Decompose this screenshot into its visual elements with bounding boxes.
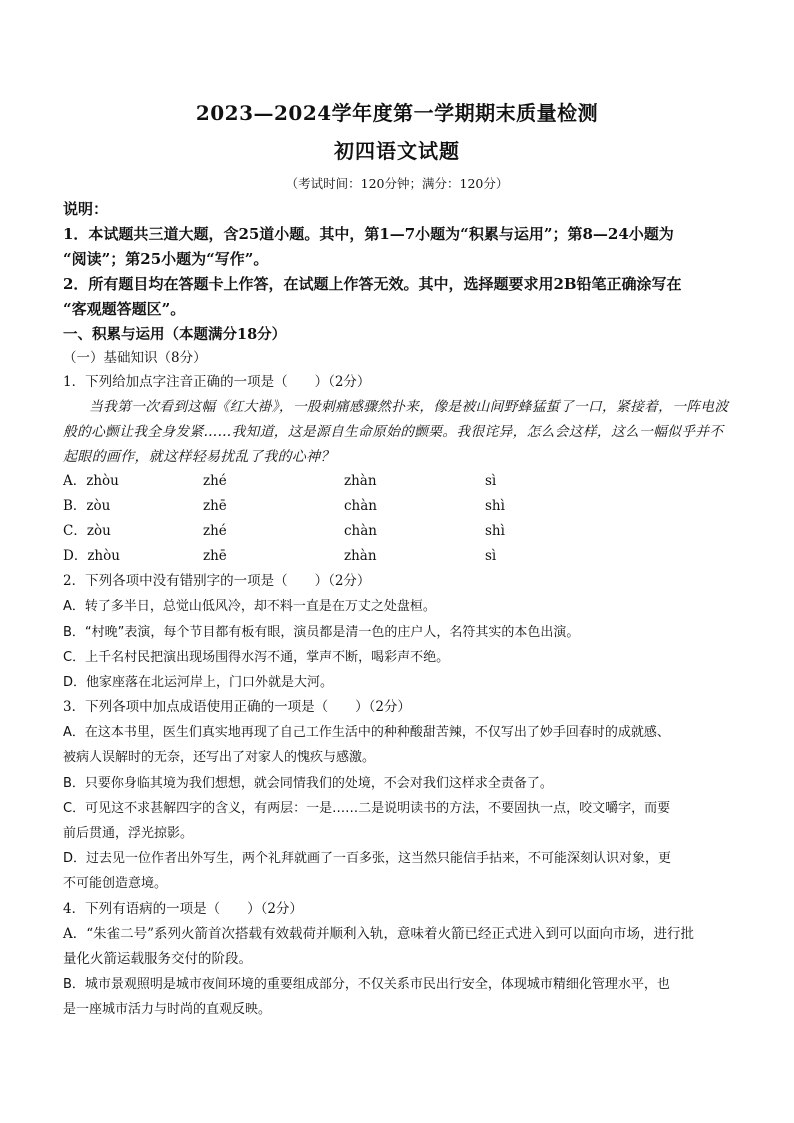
question-3-stem: 3．下列各项中加点成语使用正确的一项是（ ）（2分）	[63, 699, 411, 716]
question-1-option-d	[63, 544, 731, 569]
option-pinyin: zhàn	[344, 548, 377, 565]
question-3-option-b: B．只要你身临其境为我们想想，就会同情我们的处境，不会对我们这样求全责备了。	[63, 775, 553, 791]
question-1-stem: 1．下列给加点字注音正确的一项是（ ）（2分）	[63, 374, 371, 390]
question-3-option-c-line-1: C．可见这不求甚解四字的含义，有两层：一是……二是说明读书的方法，不要固执一点，咬文嚼字，而要	[63, 800, 671, 816]
exam-title: 2023—2024学年度第一学期期末质量检测	[195, 101, 599, 125]
question-3-option-a-line-1: A．在这本书里，医生们真实地再现了自己工作生活中的种种酸甜苦辣，不仅写出了妙手回春时的成就感、	[63, 725, 670, 741]
instruction-2-line-2: “客观题答题区”。	[63, 300, 186, 318]
option-pinyin: sì	[485, 548, 497, 565]
question-4-stem: 4．下列有语病的一项是（ ）（2分）	[63, 900, 303, 917]
instruction-1-line-2: “阅读”；第25小题为“写作”。	[63, 250, 269, 268]
question-1-option-c	[63, 519, 731, 544]
instruction-1-line-1: 1．本试题共三道大题，含25道小题。其中，第1—7小题为“积累与运用”；第8—24小题为	[63, 225, 674, 243]
option-label: B．zòu	[63, 498, 111, 515]
option-pinyin: zhé	[203, 523, 227, 540]
option-label: A．zhòu	[63, 473, 119, 490]
question-4-option-b-line-1: B．城市景观照明是城市夜间环境的重要组成部分，不仅关系市民出行安全，体现城市精细化管理水平，也	[63, 976, 670, 992]
option-pinyin: chàn	[344, 523, 377, 540]
question-1-option-b	[63, 494, 731, 519]
question-2-stem: 2．下列各项中没有错别字的一项是（ ）（2分）	[63, 573, 371, 590]
exam-info: （考试时间：120分钟；满分：120分）	[285, 176, 509, 191]
question-2-option-a: A．转了多半日，总觉山低风冷，却不料一直是在万丈之处盘桓。	[63, 599, 436, 615]
question-3-option-a-line-2: 被病人误解时的无奈，还写出了对家人的愧疚与感激。	[63, 750, 376, 766]
exam-content	[63, 197, 731, 1022]
instructions-label: 说明：	[63, 200, 109, 218]
question-2-option-c: C．上千名村民把演出现场围得水泻不通，掌声不断，喝彩声不绝。	[63, 649, 450, 665]
question-4-option-a-line-2: 量化火箭运载服务交付的阶段。	[63, 950, 252, 967]
section-1-heading: 一、积累与运用（本题满分18分）	[63, 326, 287, 343]
question-4-option-b-line-2: 是一座城市活力与时尚的直观反映。	[63, 1001, 272, 1017]
passage-line: 起眼的画作，就这样轻易扰乱了我的心神？	[63, 448, 335, 465]
passage-line: 当我第一次看到这幅《红大褂》，一股刺痛感骤然扑来，像是被山间野蜂猛蜇了一口，紧接着，一阵电波	[89, 399, 729, 415]
option-pinyin: zhē	[203, 548, 227, 565]
instruction-2-line-1: 2．所有题目均在答题卡上作答，在试题上作答无效。其中，选择题要求用2B铅笔正确涂写在	[63, 275, 682, 293]
option-pinyin: zhé	[203, 473, 227, 490]
question-3-option-d-line-1: D．过去见一位作者出外写生，两个礼拜就画了一百多张，这当然只能信手拈来，不可能深刻认识对象，更	[63, 851, 672, 867]
question-1-option-a	[63, 469, 731, 494]
section-1-part-1-heading: （一）基础知识（8分）	[63, 350, 207, 366]
option-pinyin: zhàn	[344, 473, 377, 490]
option-pinyin: zhē	[203, 498, 227, 515]
question-3-option-d-line-2: 不可能创造意境。	[63, 876, 168, 892]
option-label: D．zhòu	[63, 548, 120, 565]
option-pinyin: shì	[485, 523, 505, 540]
option-label: C．zòu	[63, 523, 111, 540]
option-pinyin: shì	[485, 498, 505, 515]
question-3-option-c-line-2: 前后贯通，浮光掠影。	[63, 826, 194, 842]
question-4-option-a-line-1: A．“朱雀二号”系列火箭首次搭载有效载荷并顺利入轨，意味着火箭已经正式进入到可以面向市场，进行批	[63, 925, 695, 942]
passage-line: 般的心颤让我全身发紧……我知道，这是源自生命原始的颤栗。我很诧异，怎么会这样，这么一幅似乎并不	[63, 423, 724, 440]
option-pinyin: sì	[485, 473, 497, 490]
exam-subject-title: 初四语文试题	[334, 139, 460, 163]
question-1-passage	[63, 395, 731, 469]
question-2-option-b: B．“村晚”表演，每个节目都有板有眼，演员都是清一色的庄户人，名符其实的本色出演。	[63, 624, 580, 640]
option-pinyin: chàn	[344, 498, 377, 515]
question-2-option-d: D．他家座落在北运河岸上，门口外就是大河。	[63, 675, 334, 690]
